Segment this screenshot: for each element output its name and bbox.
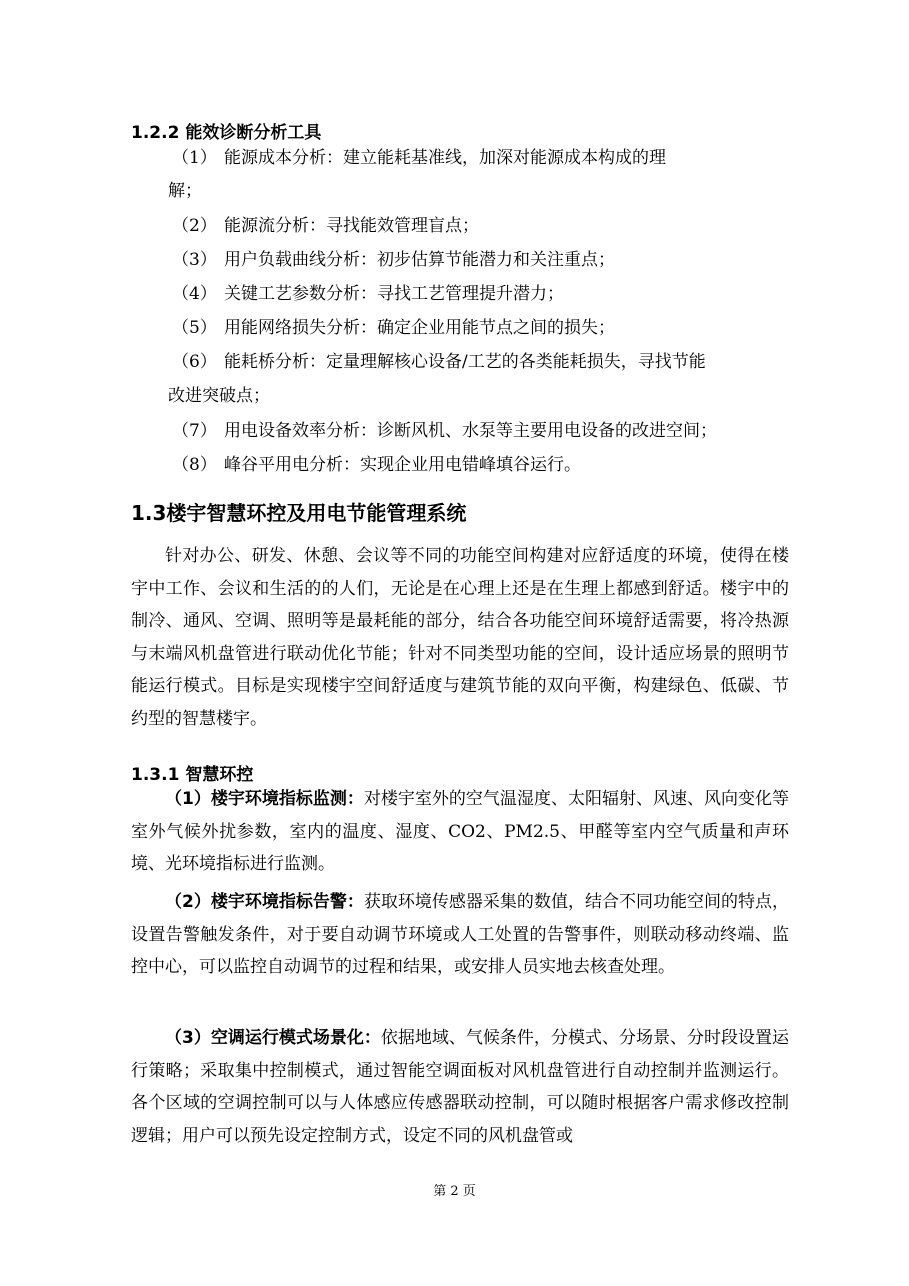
list-item-text: 用电设备效率分析：诊断风机、水泵等主要用电设备的改进空间； [224,421,717,441]
body-paragraph [131,886,789,984]
list-item-number: （7） [172,421,217,441]
list-item-text: 能耗桥分析：定量理解核心设备/工艺的各类能耗损失，寻找节能 [224,352,706,372]
paragraph-lead: （3）空调运行模式场景化： [165,1028,381,1048]
list-item-number: （1） [172,148,217,168]
list-item [172,351,706,373]
list-item-text: 关键工艺参数分析：寻找工艺管理提升潜力； [224,284,564,304]
list-item-text: 能源成本分析：建立能耗基准线，加深对能源成本构成的理 [224,148,666,168]
list-item [172,249,615,271]
body-paragraph [131,1022,789,1152]
section-heading-1-2-2: 1.2.2 能效诊断分析工具 [131,123,322,143]
body-paragraph: 针对办公、研发、休憩、会议等不同的功能空间构建对应舒适度的环境，使得在楼宇中工作、会议和生活的的人们，无论是在心理上还是在生理上都感到舒适。楼宇中的制冷、通风、空调、照明等是最耗能的部分，结合各功能空间环境舒适需要，将冷热源与末端风机盘管进行联动优化节能；针对不同类型功能的空间，设计适应场景的照明节能运行模式。目标是实现楼宇空间舒适度与建筑节能的双向平衡，构建绿色、低碳、节约型的智慧楼宇。 [131,546,789,729]
list-item-text: 用能网络损失分析：确定企业用能节点之间的损失； [224,318,615,338]
paragraph-lead: （2）楼宇环境指标告警： [165,892,364,912]
list-item-number: （5） [172,318,217,338]
paragraph-text: 对楼宇室外的空气温湿度、太阳辐射、风速、风向变化等室外气候外扰参数，室内的温度、湿度、CO2、PM2.5、甲醛等室内空气质量和声环境、光环境指标进行监测。 [131,789,790,874]
list-item-text: 能源流分析：寻找能效管理盲点； [224,216,479,236]
list-item [172,215,479,237]
list-item [172,147,666,169]
list-item-continuation: 改进突破点； [168,386,270,406]
list-item [172,283,564,305]
list-item-number: （4） [172,284,217,304]
paragraph-text: 依据地域、气候条件，分模式、分场景、分时段设置运行策略；采取集中控制模式，通过智能空调面板对风机盘管进行自动控制并监测运行。各个区域的空调控制可以与人体感应传感器联动控制，可以随时根据客户需求修改控制逻辑；用户可以预先设定控制方式，设定不同的风机盘管或 [131,1028,789,1146]
list-item-text: 峰谷平用电分析：实现企业用电错峰填谷运行。 [224,455,581,475]
section-heading-1-3-1: 1.3.1 智慧环控 [131,765,254,785]
list-item [172,454,581,476]
list-item-number: （8） [172,455,217,475]
list-item-text: 用户负载曲线分析：初步估算节能潜力和关注重点； [224,250,615,270]
page-number: 第 2 页 [433,1184,476,1199]
list-item-continuation: 解； [168,181,202,201]
list-item [172,420,717,442]
paragraph-text: 获取环境传感器采集的数值，结合不同功能空间的特点，设置告警触发条件，对于要自动调节环境或人工处置的告警事件，则联动移动终端、监控中心，可以监控自动调节的过程和结果，或安排人员实地去核查处理。 [131,892,790,977]
list-item-number: （2） [172,216,217,236]
list-item-number: （3） [172,250,217,270]
body-paragraph [131,783,789,881]
paragraph-lead: （1）楼宇环境指标监测： [165,789,364,809]
section-heading-1-3: 1.3楼宇智慧环控及用电节能管理系统 [131,501,467,525]
list-item [172,317,615,339]
list-item-number: （6） [172,352,217,372]
